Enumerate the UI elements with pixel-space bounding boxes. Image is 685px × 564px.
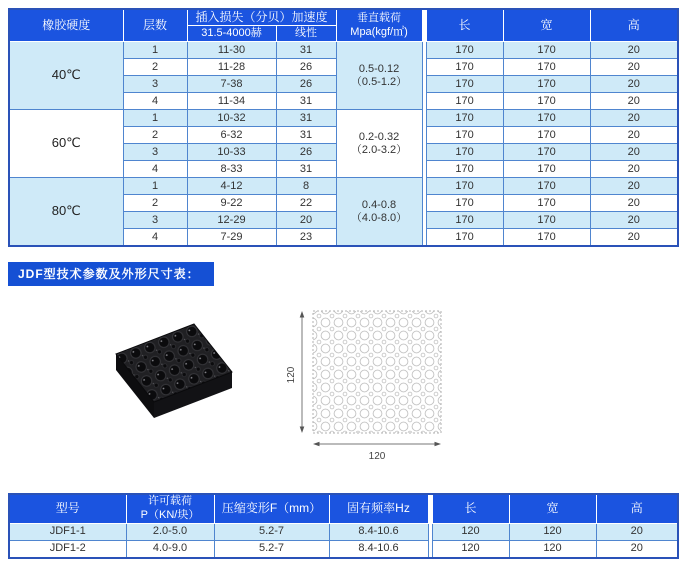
model-cell: JDF1-2 xyxy=(9,540,126,558)
rubber-pad-photo xyxy=(96,312,244,440)
loss-cell: 9-22 xyxy=(187,195,276,212)
hardness-spec-table xyxy=(8,8,679,247)
header-linear: 线性 xyxy=(276,26,336,42)
side-dimension-label: 120 xyxy=(286,366,297,384)
layer-cell: 1 xyxy=(123,178,187,195)
spec-row xyxy=(9,110,678,127)
vertical-load-cell xyxy=(336,110,422,178)
length-cell: 120 xyxy=(432,523,509,540)
load-range-line: （4.0-8.0） xyxy=(350,211,408,224)
length-cell: 170 xyxy=(426,59,503,76)
layer-cell: 2 xyxy=(123,59,187,76)
header-vertical-load-line1: 垂直载荷 xyxy=(357,11,402,24)
width-cell: 170 xyxy=(503,59,590,76)
height-cell: 20 xyxy=(590,127,678,144)
layer-cell: 3 xyxy=(123,76,187,93)
linear-cell: 26 xyxy=(276,144,336,161)
linear-cell: 23 xyxy=(276,229,336,247)
loss-cell: 12-29 xyxy=(187,212,276,229)
hardness-cell: 40℃ xyxy=(9,42,123,110)
width-cell: 120 xyxy=(509,523,596,540)
length-cell: 170 xyxy=(426,93,503,110)
pad-outline xyxy=(313,311,441,433)
loss-cell: 4-12 xyxy=(187,178,276,195)
linear-cell: 31 xyxy=(276,42,336,59)
height-cell: 20 xyxy=(590,178,678,195)
header-freq-band: 31.5-4000赫 xyxy=(187,26,276,42)
header-permitted-load-line2: P（KN/块） xyxy=(140,508,200,521)
section-title-bar xyxy=(8,262,214,286)
linear-cell: 26 xyxy=(276,59,336,76)
header-permitted-load-line1: 许可载荷 xyxy=(148,495,192,507)
model-cell: JDF1-1 xyxy=(9,523,126,540)
load-range-line: 0.4-0.8 xyxy=(361,199,397,212)
load-cell: 4.0-9.0 xyxy=(126,540,214,558)
height-cell: 20 xyxy=(590,195,678,212)
loss-cell: 10-33 xyxy=(187,144,276,161)
height-cell: 20 xyxy=(590,76,678,93)
loss-cell: 11-28 xyxy=(187,59,276,76)
height-cell: 20 xyxy=(590,93,678,110)
linear-cell: 31 xyxy=(276,161,336,178)
length-cell: 170 xyxy=(426,127,503,144)
load-range-line: 0.5-0.12 xyxy=(358,63,400,76)
loss-cell: 7-29 xyxy=(187,229,276,247)
vertical-load-cell xyxy=(336,42,422,110)
header-compression: 压缩变形F（mm） xyxy=(214,494,329,523)
loss-cell: 11-34 xyxy=(187,93,276,110)
header-insertion-loss: 插入损失（分贝）加速度 xyxy=(187,9,336,26)
length-cell: 170 xyxy=(426,144,503,161)
spec-row xyxy=(9,178,678,195)
width-cell: 170 xyxy=(503,76,590,93)
height-cell: 20 xyxy=(590,229,678,247)
layer-cell: 1 xyxy=(123,42,187,59)
jdf-parameter-table xyxy=(8,493,679,559)
vertical-load-cell xyxy=(336,178,422,247)
header-height: 高 xyxy=(596,494,678,523)
length-cell: 170 xyxy=(426,212,503,229)
height-cell: 20 xyxy=(590,144,678,161)
model-row xyxy=(9,523,678,540)
bottom-dimension-label: 120 xyxy=(368,451,386,462)
spec-row xyxy=(9,42,678,59)
length-cell: 170 xyxy=(426,229,503,247)
loss-cell: 11-30 xyxy=(187,42,276,59)
pad-dimension-drawing xyxy=(280,303,470,463)
load-range-line: （2.0-3.2） xyxy=(350,143,408,156)
load-range-line: 0.2-0.32 xyxy=(358,131,400,144)
layer-cell: 4 xyxy=(123,229,187,247)
width-cell: 170 xyxy=(503,42,590,59)
length-cell: 170 xyxy=(426,178,503,195)
width-cell: 120 xyxy=(509,540,596,558)
width-cell: 170 xyxy=(503,195,590,212)
length-cell: 170 xyxy=(426,76,503,93)
height-cell: 20 xyxy=(590,212,678,229)
header-permitted-load xyxy=(126,494,214,523)
loss-cell: 6-32 xyxy=(187,127,276,144)
model-row xyxy=(9,540,678,558)
load-cell: 2.0-5.0 xyxy=(126,523,214,540)
width-cell: 170 xyxy=(503,229,590,247)
header-frequency: 固有频率Hz xyxy=(329,494,428,523)
layer-cell: 3 xyxy=(123,212,187,229)
width-cell: 170 xyxy=(503,161,590,178)
length-cell: 120 xyxy=(432,540,509,558)
layer-cell: 3 xyxy=(123,144,187,161)
header-width: 宽 xyxy=(509,494,596,523)
height-cell: 20 xyxy=(596,540,678,558)
header-vertical-load-line2: Mpa(kgf/㎡) xyxy=(350,25,408,38)
arrow-right-icon xyxy=(435,442,442,447)
compression-cell: 5.2-7 xyxy=(214,523,329,540)
header-length: 长 xyxy=(426,9,503,42)
linear-cell: 31 xyxy=(276,127,336,144)
width-cell: 170 xyxy=(503,178,590,195)
linear-cell: 31 xyxy=(276,93,336,110)
loss-cell: 8-33 xyxy=(187,161,276,178)
length-cell: 170 xyxy=(426,195,503,212)
height-cell: 20 xyxy=(596,523,678,540)
length-cell: 170 xyxy=(426,161,503,178)
header-hardness: 橡胶硬度 xyxy=(9,9,123,42)
header-height: 高 xyxy=(590,9,678,42)
loss-cell: 7-38 xyxy=(187,76,276,93)
layer-cell: 4 xyxy=(123,93,187,110)
height-cell: 20 xyxy=(590,42,678,59)
linear-cell: 22 xyxy=(276,195,336,212)
arrow-left-icon xyxy=(313,442,320,447)
height-cell: 20 xyxy=(590,59,678,76)
layer-cell: 2 xyxy=(123,195,187,212)
width-cell: 170 xyxy=(503,110,590,127)
linear-cell: 26 xyxy=(276,76,336,93)
header-layers: 层数 xyxy=(123,9,187,42)
height-cell: 20 xyxy=(590,161,678,178)
layer-cell: 1 xyxy=(123,110,187,127)
linear-cell: 31 xyxy=(276,110,336,127)
layer-cell: 2 xyxy=(123,127,187,144)
width-cell: 170 xyxy=(503,212,590,229)
load-range-line: （0.5-1.2） xyxy=(350,75,408,88)
height-cell: 20 xyxy=(590,110,678,127)
header-vertical-load xyxy=(336,9,422,42)
width-cell: 170 xyxy=(503,127,590,144)
header-model: 型号 xyxy=(9,494,126,523)
frequency-cell: 8.4-10.6 xyxy=(329,523,428,540)
frequency-cell: 8.4-10.6 xyxy=(329,540,428,558)
length-cell: 170 xyxy=(426,110,503,127)
section-title: JDF型技术参数及外形尺寸表： xyxy=(18,267,200,281)
loss-cell: 10-32 xyxy=(187,110,276,127)
length-cell: 170 xyxy=(426,42,503,59)
header-width: 宽 xyxy=(503,9,590,42)
linear-cell: 20 xyxy=(276,212,336,229)
linear-cell: 8 xyxy=(276,178,336,195)
width-cell: 170 xyxy=(503,144,590,161)
compression-cell: 5.2-7 xyxy=(214,540,329,558)
hardness-cell: 60℃ xyxy=(9,110,123,178)
header-length: 长 xyxy=(432,494,509,523)
hardness-cell: 80℃ xyxy=(9,178,123,247)
width-cell: 170 xyxy=(503,93,590,110)
arrow-down-icon xyxy=(300,427,305,434)
layer-cell: 4 xyxy=(123,161,187,178)
arrow-up-icon xyxy=(300,311,305,318)
